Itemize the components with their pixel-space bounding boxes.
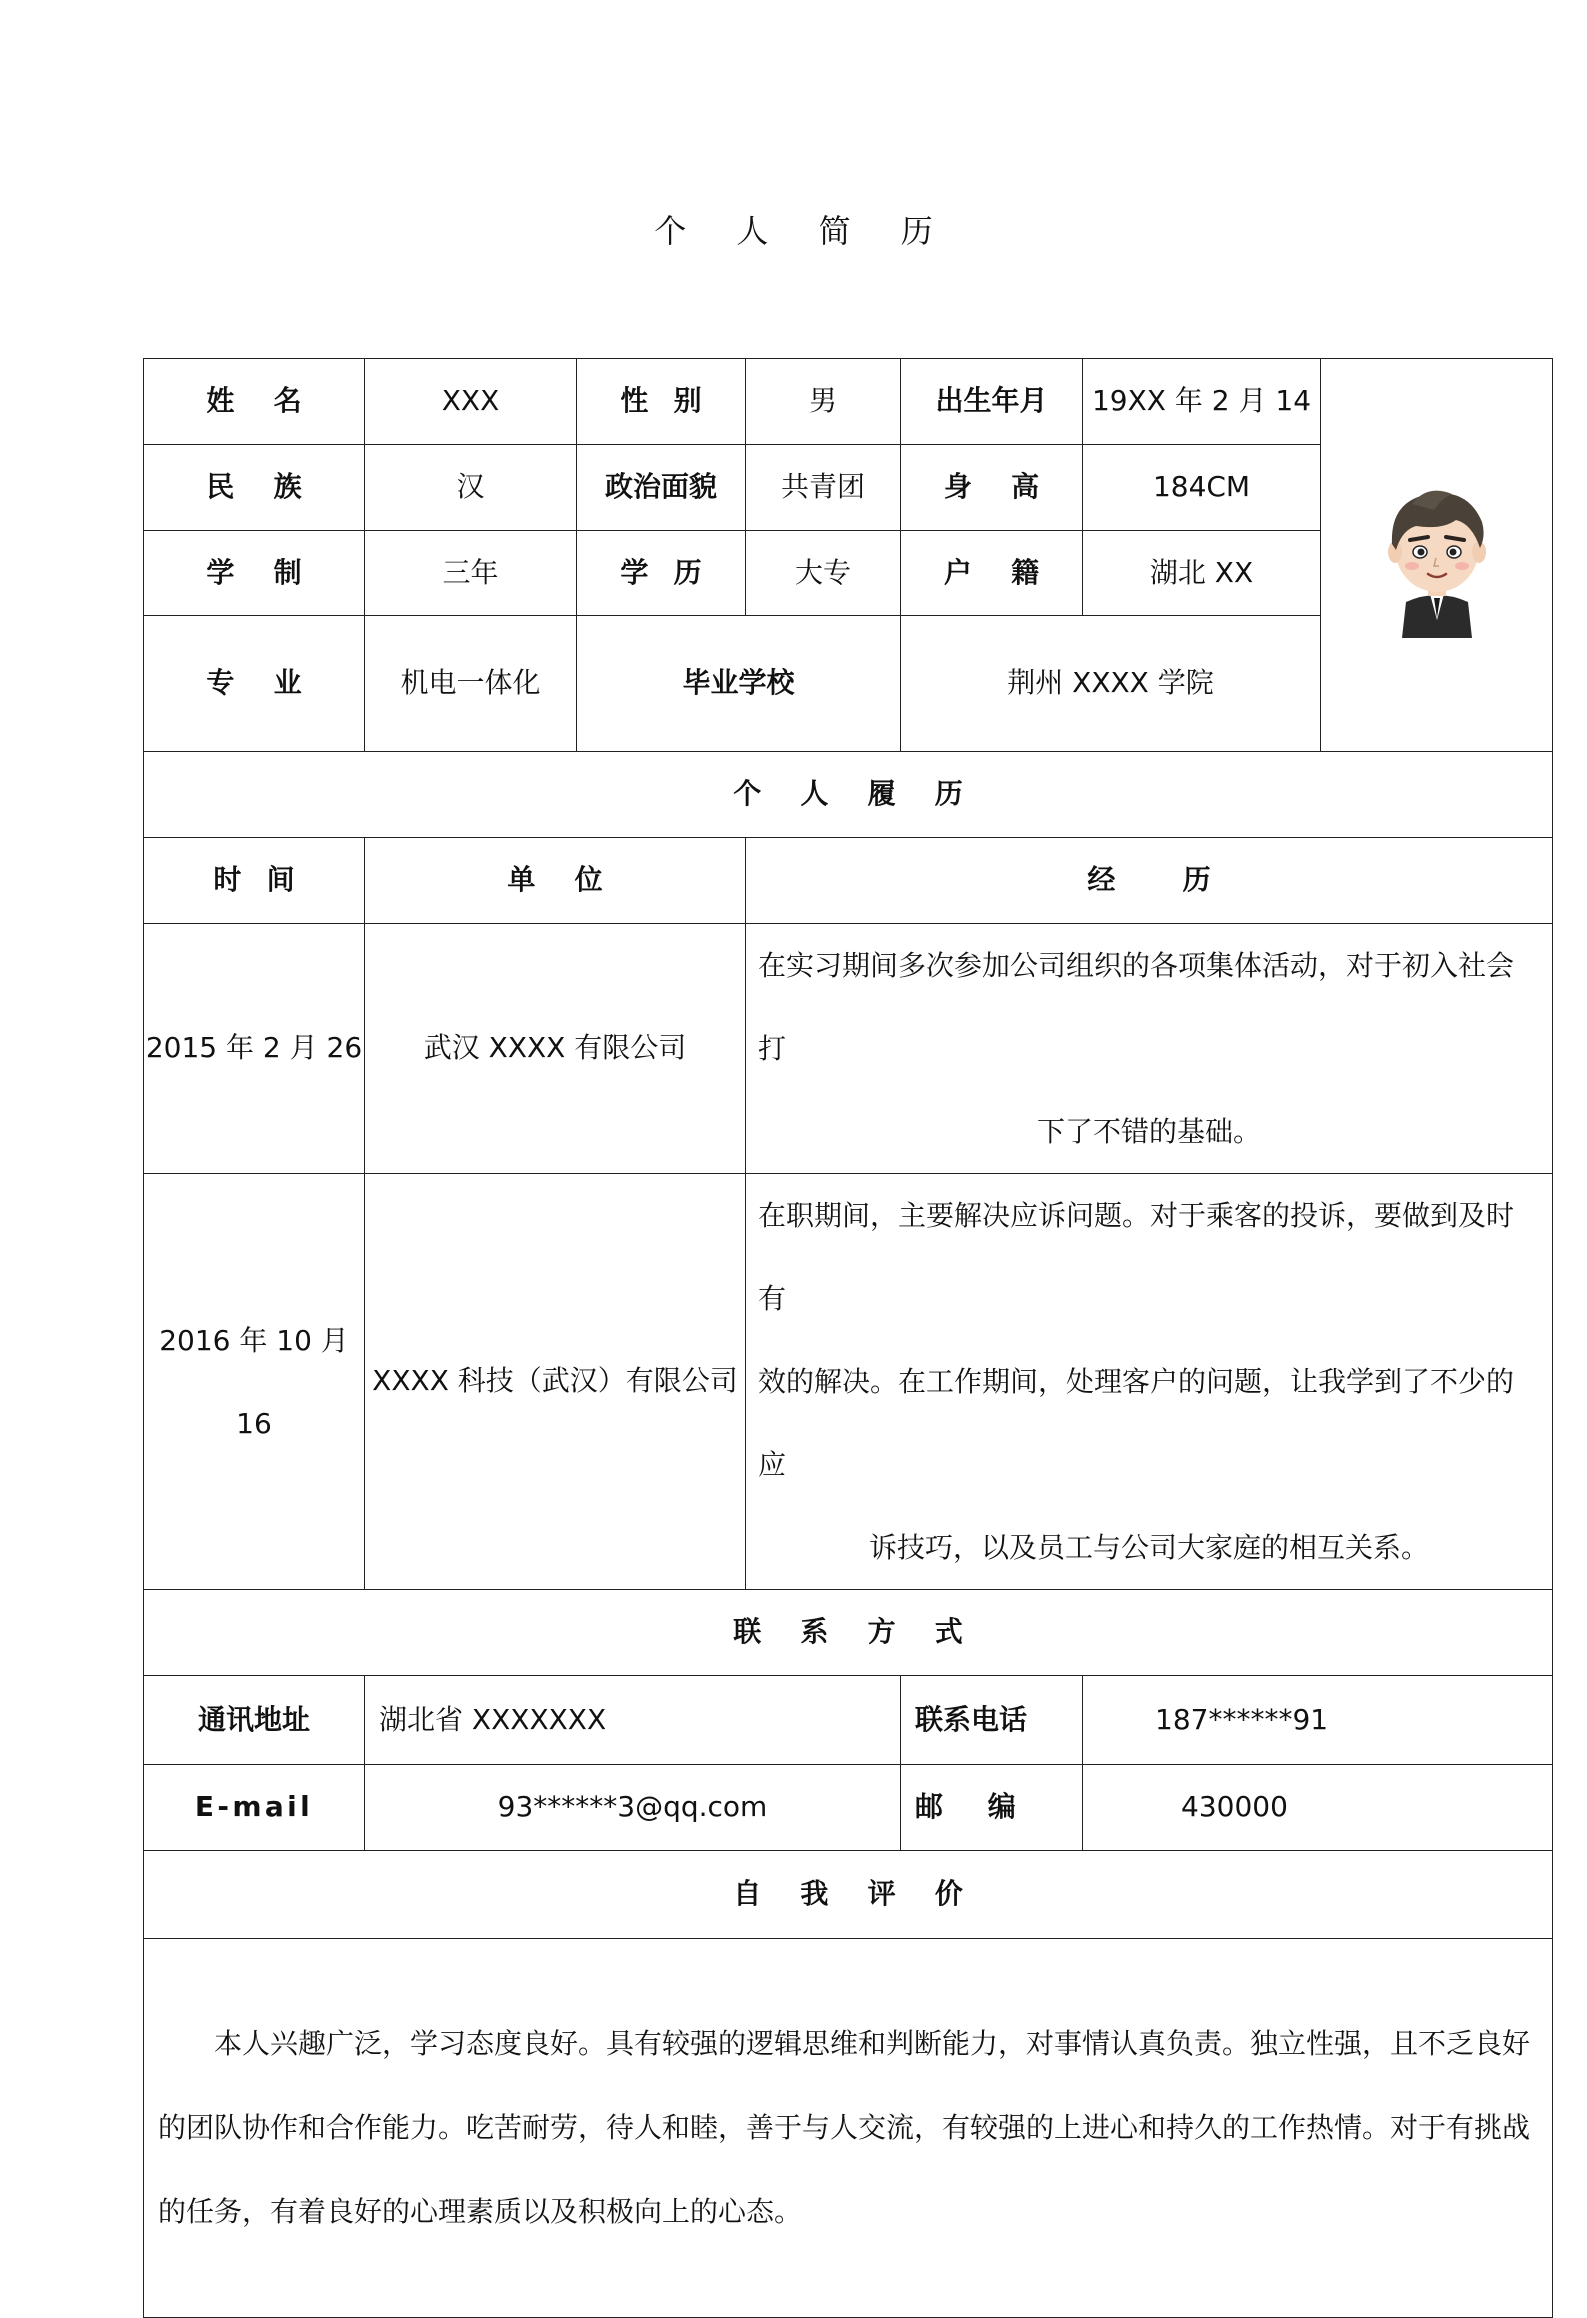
contact-section-row bbox=[144, 1590, 1553, 1676]
phone-value: 187******91 bbox=[1083, 1676, 1553, 1765]
history-time-line: 16 bbox=[236, 1406, 272, 1440]
history-experience bbox=[746, 924, 1553, 1174]
history-section-row bbox=[144, 752, 1553, 838]
history-row bbox=[144, 924, 1553, 1174]
email-value: 93******3@qq.com bbox=[365, 1765, 901, 1851]
phone-label: 联系电话 bbox=[901, 1676, 1083, 1765]
history-time bbox=[144, 1174, 365, 1590]
history-unit: XXXX 科技（武汉）有限公司 bbox=[365, 1174, 746, 1590]
history-experience-line: 在职期间，主要解决应诉问题。对于乘客的投诉，要做到及时有 bbox=[758, 1199, 1515, 1315]
photo-cell bbox=[1321, 359, 1553, 752]
school-value: 荆州 XXXX 学院 bbox=[901, 616, 1321, 752]
political-label: 政治面貌 bbox=[577, 445, 746, 531]
gender-label: 性别 bbox=[577, 359, 746, 445]
basic-row-1 bbox=[144, 359, 1553, 445]
height-label: 身高 bbox=[901, 445, 1083, 531]
history-header-row bbox=[144, 838, 1553, 924]
history-experience-line: 下了不错的基础。 bbox=[1037, 1115, 1262, 1148]
gender-value: 男 bbox=[746, 359, 901, 445]
address-label: 通讯地址 bbox=[144, 1676, 365, 1765]
major-label: 专业 bbox=[144, 616, 365, 752]
zip-value: 430000 bbox=[1083, 1765, 1553, 1851]
height-value: 184CM bbox=[1083, 445, 1321, 531]
political-value: 共青团 bbox=[746, 445, 901, 531]
history-time-line: 2015 年 2 月 26 bbox=[145, 1031, 363, 1065]
history-col-unit: 单位 bbox=[365, 838, 746, 924]
contact-section-title: 联系方式 bbox=[144, 1590, 1553, 1676]
self-eval-section-title: 自我评价 bbox=[144, 1851, 1553, 1939]
history-experience-line: 在实习期间多次参加公司组织的各项集体活动，对于初入社会打 bbox=[758, 949, 1515, 1065]
self-eval-section-row bbox=[144, 1851, 1553, 1939]
name-value: XXX bbox=[365, 359, 577, 445]
major-value: 机电一体化 bbox=[365, 616, 577, 752]
birth-label: 出生年月 bbox=[901, 359, 1083, 445]
self-eval-row bbox=[144, 1939, 1553, 2318]
education-label: 学历 bbox=[577, 531, 746, 616]
avatar-cartoon-man-icon bbox=[1321, 470, 1552, 640]
ethnicity-label: 民族 bbox=[144, 445, 365, 531]
history-col-experience: 经历 bbox=[746, 838, 1553, 924]
self-eval-text: 本人兴趣广泛，学习态度良好。具有较强的逻辑思维和判断能力，对事情认真负责。独立性强，且不乏良好的团队协作和合作能力。吃苦耐劳，待人和睦，善于与人交流，有较强的上进心和持久的工作热情。对于有挑战的任务，有着良好的心理素质以及积极向上的心态。 bbox=[144, 1939, 1553, 2318]
birth-value: 19XX 年 2 月 14 bbox=[1083, 359, 1321, 445]
email-label: E-mail bbox=[144, 1765, 365, 1851]
history-time-line: 2016 年 10 月 bbox=[159, 1323, 349, 1357]
history-experience-line: 诉技巧，以及员工与公司大家庭的相互关系。 bbox=[869, 1531, 1430, 1564]
history-row bbox=[144, 1174, 1553, 1590]
contact-row-1 bbox=[144, 1676, 1553, 1765]
address-value: 湖北省 XXXXXXX bbox=[365, 1676, 901, 1765]
hukou-value: 湖北 XX bbox=[1083, 531, 1321, 616]
schooling-label: 学制 bbox=[144, 531, 365, 616]
history-experience-line: 效的解决。在工作期间，处理客户的问题，让我学到了不少的应 bbox=[758, 1365, 1515, 1481]
schooling-value: 三年 bbox=[365, 531, 577, 616]
avatar-svg bbox=[1372, 470, 1502, 640]
history-section-title: 个人履历 bbox=[144, 752, 1553, 838]
hukou-label: 户籍 bbox=[901, 531, 1083, 616]
ethnicity-value: 汉 bbox=[365, 445, 577, 531]
contact-row-2 bbox=[144, 1765, 1553, 1851]
school-label: 毕业学校 bbox=[577, 616, 901, 752]
history-col-time: 时间 bbox=[144, 838, 365, 924]
history-experience bbox=[746, 1174, 1553, 1590]
history-unit: 武汉 XXXX 有限公司 bbox=[365, 924, 746, 1174]
resume-table bbox=[143, 358, 1553, 2318]
education-value: 大专 bbox=[746, 531, 901, 616]
name-label: 姓名 bbox=[144, 359, 365, 445]
page-title: 个 人 简 历 bbox=[654, 212, 953, 250]
zip-label: 邮编 bbox=[901, 1765, 1083, 1851]
history-time bbox=[144, 924, 365, 1174]
